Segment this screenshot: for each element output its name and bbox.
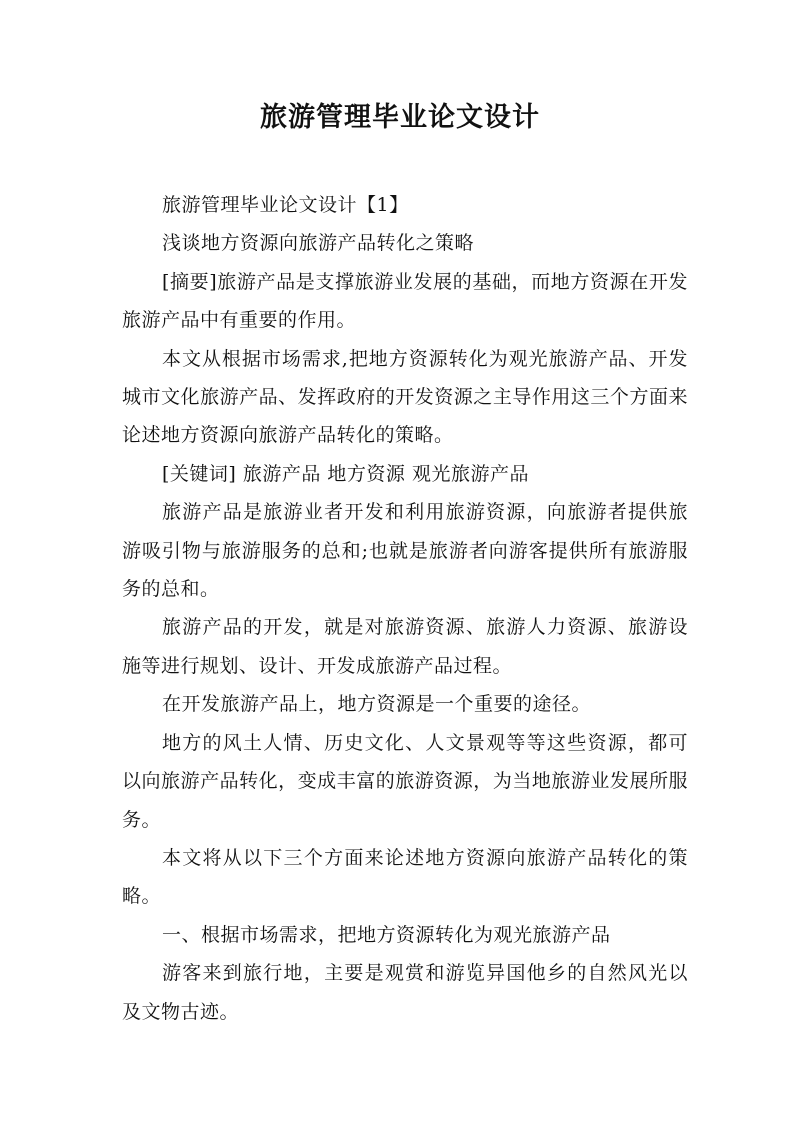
paragraph-part-one-body: 游客来到旅行地，主要是观赏和游览异国他乡的自然风光以及文物古迹。 (122, 962, 688, 1023)
paragraph-section-heading: 旅游管理毕业论文设计【1】 (162, 194, 409, 216)
paragraph-approach: 在开发旅游产品上，地方资源是一个重要的途径。 (162, 693, 592, 716)
paragraph-article-title: 浅谈地方资源向旅游产品转化之策略 (162, 232, 475, 255)
document-title: 旅游管理毕业论文设计 (260, 102, 540, 133)
paragraph-abstract: [摘要]旅游产品是支撑旅游业发展的基础，而地方资源在开发旅游产品中有重要的作用。 (122, 270, 688, 332)
paragraph-definition: 旅游产品是旅游业者开发和利用旅游资源，向旅游者提供旅游吸引物与旅游服务的总和;也就是旅游者向游客提供所有旅游服务的总和。 (122, 501, 688, 601)
document-body (122, 186, 688, 1031)
paragraph-outline: 本文将从以下三个方面来论述地方资源向旅游产品转化的策略。 (122, 846, 688, 908)
paragraph-development: 旅游产品的开发，就是对旅游资源、旅游人力资源、旅游设施等进行规划、设计、开发成旅游产品过程。 (122, 616, 688, 677)
paragraph-local-resources: 地方的风土人情、历史文化、人文景观等等这些资源，都可以向旅游产品转化，变成丰富的旅游资源，为当地旅游业发展所服务。 (122, 731, 688, 831)
paragraph-part-one-heading: 一、根据市场需求，把地方资源转化为观光旅游产品 (162, 923, 611, 946)
paragraph-keywords: [关键词] 旅游产品 地方资源 观光旅游产品 (162, 462, 529, 485)
paragraph-intro: 本文从根据市场需求,把地方资源转化为观光旅游产品、开发城市文化旅游产品、发挥政府的开发资源之主导作用这三个方面来论述地方资源向旅游产品转化的策略。 (122, 347, 688, 447)
